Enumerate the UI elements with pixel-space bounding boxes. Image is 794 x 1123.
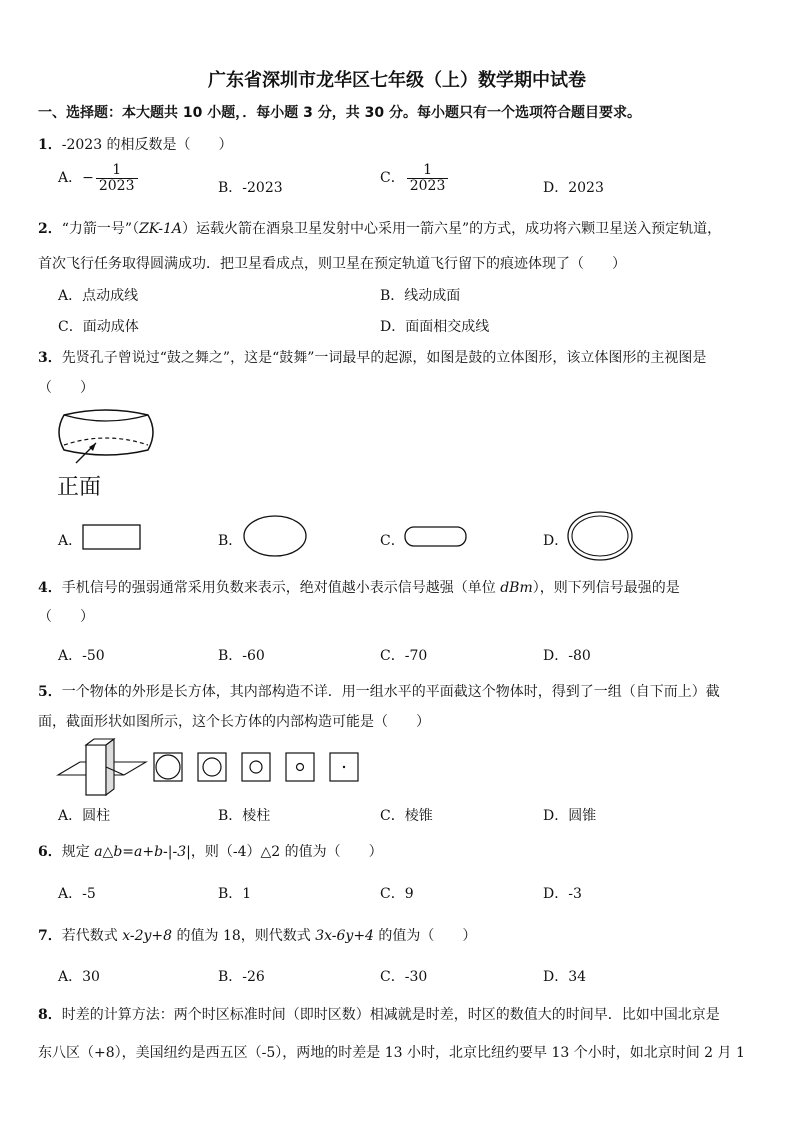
q2-option-c[interactable]: C．面动成体	[58, 319, 139, 335]
math-expression: 3x-6y+4	[315, 928, 374, 944]
q7-option-a[interactable]: A．30	[58, 969, 100, 985]
section-heading: 一、选择题：本大题共 10 小题，．每小题 3 分，共 30 分。每小题只有一个选项符合题目要求。	[38, 105, 641, 121]
q3-option-a[interactable]: A．	[58, 533, 83, 549]
question-6	[38, 841, 383, 861]
question-8-line-2: 东八区（+8），美国纽约是西五区（-5），两地的时差是 13 小时，北京比纽约要早 13 个小时，如北京时间 2 月 1	[38, 1045, 745, 1061]
question-text: 先贤孔子曾说过“鼓之舞之”，这是“鼓舞”一词最早的起源，如图是鼓的立体图形，该立体图形的主视图是	[61, 350, 707, 366]
q5-option-d[interactable]: D．圆锥	[543, 808, 597, 824]
q2-option-a[interactable]: A．点动成线	[58, 288, 139, 304]
q4-option-a[interactable]: A．-50	[58, 648, 105, 664]
question-number: 6．	[38, 844, 62, 860]
drum-3d-figure	[56, 405, 166, 460]
question-text: “力箭一号”（	[61, 221, 140, 237]
q4-option-d[interactable]: D．-80	[543, 648, 591, 664]
question-5-line-1	[38, 681, 720, 701]
question-number: 7．	[38, 928, 62, 944]
q5-option-b[interactable]: B．棱柱	[218, 808, 271, 824]
math-expression: x-2y+8	[122, 928, 173, 944]
q3-option-b[interactable]: B．	[218, 533, 243, 549]
question-2-line-1	[38, 218, 721, 238]
q6-option-d[interactable]: D．-3	[543, 886, 582, 902]
question-number: 8．	[38, 1007, 62, 1023]
option-label: C．	[380, 170, 405, 187]
q1-option-c[interactable]	[380, 163, 448, 193]
rectangle-shape-icon	[82, 523, 142, 551]
question-number: 3．	[38, 350, 62, 366]
question-text: ）运载火箭在酒泉卫星发射中心采用一箭六星”的方式，成功将六颗卫星送入预定轨道，	[182, 221, 722, 237]
page-title: 广东省深圳市龙华区七年级（上）数学期中试卷	[208, 70, 586, 91]
q6-option-b[interactable]: B．1	[218, 886, 252, 902]
q2-option-d[interactable]: D．面面相交成线	[380, 319, 490, 335]
question-number: 5．	[38, 684, 62, 700]
question-number: 4．	[38, 580, 62, 596]
q6-option-c[interactable]: C．9	[380, 886, 414, 902]
unit: dBm	[500, 580, 533, 596]
question-7	[38, 925, 476, 945]
q3-option-c[interactable]: C．	[380, 533, 405, 549]
question-8-line-1	[38, 1004, 720, 1024]
fraction	[96, 163, 138, 193]
option-label: A．	[58, 170, 83, 187]
double-ellipse-shape-icon	[566, 510, 634, 562]
q1-option-d[interactable]: D．2023	[543, 180, 604, 196]
q2-option-b[interactable]: B．线动成面	[380, 288, 461, 304]
question-1	[38, 134, 233, 154]
q7-option-d[interactable]: D．34	[543, 969, 587, 985]
fraction	[407, 163, 449, 193]
q1-option-b[interactable]: B．-2023	[218, 180, 283, 196]
q6-option-a[interactable]: A．-5	[58, 886, 96, 902]
numerator: 1	[96, 163, 138, 179]
q5-option-a[interactable]: A．圆柱	[58, 808, 111, 824]
math-expression: a△b=a+b-|-3|	[94, 844, 191, 860]
denominator: 2023	[409, 177, 446, 194]
question-4-line-1	[38, 577, 680, 597]
question-3-line-1	[38, 347, 706, 367]
question-text: -2023 的相反数是（ ）	[61, 137, 233, 153]
question-text: 的值为 18，则代数式	[172, 928, 316, 944]
question-3-line-2: （ ）	[38, 380, 94, 396]
q3-option-d[interactable]: D．	[543, 533, 569, 549]
question-text: 规定	[61, 844, 95, 860]
question-text: ，则（-4）△2 的值为（ ）	[190, 844, 383, 860]
question-text: 若代数式	[61, 928, 123, 944]
rounded-rectangle-shape-icon	[404, 525, 468, 549]
question-text: 手机信号的强弱通常采用负数来表示，绝对值越小表示信号越强（单位	[61, 580, 501, 596]
q4-option-b[interactable]: B．-60	[218, 648, 265, 664]
q4-option-c[interactable]: C．-70	[380, 648, 428, 664]
rocket-code: ZK-1A	[139, 221, 182, 237]
question-2-line-2: 首次飞行任务取得圆满成功．把卫星看成点，则卫星在预定轨道飞行留下的痕迹体现了（ ）	[38, 256, 626, 272]
question-number: 1．	[38, 137, 62, 153]
denominator: 2023	[98, 177, 135, 194]
question-text: 一个物体的外形是长方体，其内部构造不详．用一组水平的平面截这个物体时，得到了一组（自下而上）截	[61, 684, 720, 700]
q1-option-a[interactable]	[58, 163, 138, 193]
question-number: 2．	[38, 221, 62, 237]
question-text: 的值为（ ）	[373, 928, 477, 944]
q7-option-c[interactable]: C．-30	[380, 969, 428, 985]
question-text: ），则下列信号最强的是	[532, 580, 680, 596]
front-view-label: 正面	[57, 475, 102, 500]
question-4-line-2: （ ）	[38, 609, 94, 625]
minus-sign: −	[82, 170, 94, 187]
q5-option-c[interactable]: C．棱锥	[380, 808, 433, 824]
q7-option-b[interactable]: B．-26	[218, 969, 265, 985]
ellipse-shape-icon	[242, 514, 308, 558]
cross-section-figure	[56, 737, 366, 797]
question-5-line-2: 面，截面形状如图所示，这个长方体的内部构造可能是（ ）	[38, 714, 430, 730]
numerator: 1	[407, 163, 449, 179]
question-text: 时差的计算方法：两个时区标准时间（即时区数）相减就是时差，时区的数值大的时间早．比如中国北京是	[61, 1007, 720, 1023]
